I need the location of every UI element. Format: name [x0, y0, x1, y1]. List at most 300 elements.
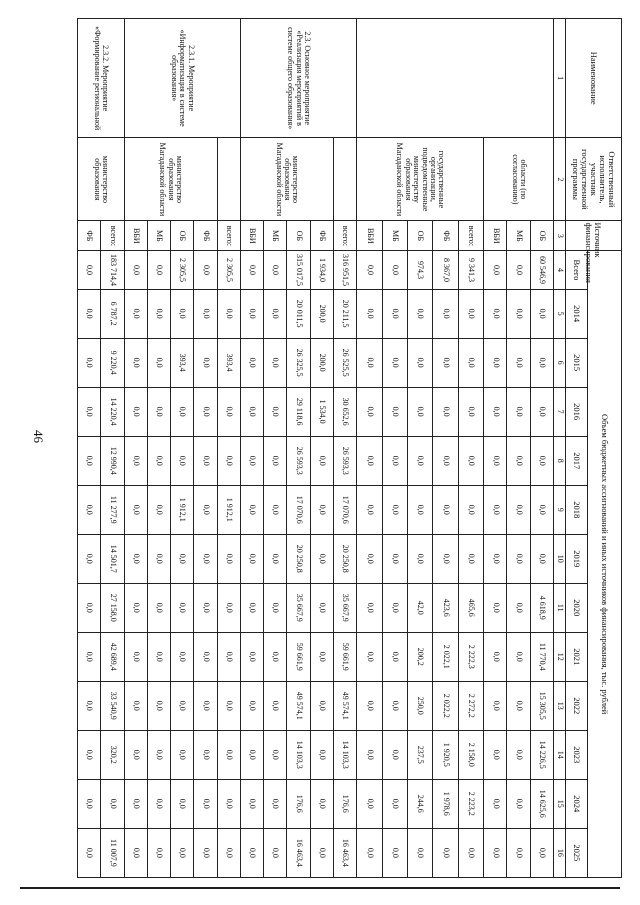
year-value: 0,0 — [507, 289, 530, 338]
year-value: 20 211,5 — [333, 289, 356, 338]
year-value: 0,0 — [264, 681, 287, 730]
column-number: 10 — [554, 534, 566, 583]
year-value: 0,0 — [433, 387, 458, 436]
year-value: 0,0 — [264, 828, 287, 877]
year-value: 0,0 — [382, 338, 407, 387]
year-value: 0,0 — [147, 681, 170, 730]
column-number: 2 — [554, 138, 566, 221]
funding-source: ФБ — [433, 221, 458, 251]
year-value: 0,0 — [433, 485, 458, 534]
year-value: 0,0 — [217, 289, 240, 338]
year-value: 393,4 — [217, 338, 240, 387]
year-value: 0,0 — [217, 436, 240, 485]
year-value: 0,0 — [124, 387, 147, 436]
executor: министерство образования — [78, 138, 125, 221]
year-value: 0,0 — [78, 436, 101, 485]
header-year: 2021 — [566, 632, 588, 681]
year-value: 0,0 — [484, 681, 507, 730]
year-value: 0,0 — [407, 534, 432, 583]
column-number: 4 — [554, 251, 566, 289]
year-value: 14 501,7 — [101, 534, 124, 583]
year-value: 26 525,5 — [333, 338, 356, 387]
year-value: 14 103,3 — [333, 730, 356, 779]
year-value: 0,0 — [240, 485, 263, 534]
year-value: 0,0 — [147, 387, 170, 436]
year-value: 0,0 — [357, 828, 382, 877]
year-value: 20 011,5 — [287, 289, 310, 338]
year-value: 0,0 — [78, 779, 101, 828]
year-value: 0,0 — [507, 583, 530, 632]
year-value: 0,0 — [407, 828, 432, 877]
year-value: 200,0 — [310, 338, 333, 387]
year-value: 9 220,4 — [101, 338, 124, 387]
year-value: 42,0 — [407, 583, 432, 632]
funding-source: ФБ — [310, 221, 333, 251]
year-value: 0,0 — [484, 632, 507, 681]
year-value: 0,0 — [382, 289, 407, 338]
year-value: 0,0 — [194, 436, 217, 485]
year-value: 0,0 — [240, 387, 263, 436]
year-value: 0,0 — [78, 583, 101, 632]
header-year: 2019 — [566, 534, 588, 583]
column-number: 5 — [554, 289, 566, 338]
year-value: 1 534,0 — [310, 387, 333, 436]
year-value: 2 222,3 — [458, 632, 483, 681]
year-value: 176,6 — [287, 779, 310, 828]
year-value: 320,2 — [101, 730, 124, 779]
year-value: 0,0 — [194, 828, 217, 877]
year-value: 0,0 — [171, 583, 194, 632]
year-value: 0,0 — [171, 436, 194, 485]
year-value: 2 022,1 — [433, 632, 458, 681]
year-value: 0,0 — [382, 534, 407, 583]
measure-name: 2.3.1. Мероприятие «Информатизация в системе образования» — [124, 19, 240, 138]
year-value: 0,0 — [194, 583, 217, 632]
year-value: 0,0 — [147, 730, 170, 779]
funding-source: ФБ — [194, 221, 217, 251]
year-value: 6 787,2 — [101, 289, 124, 338]
year-value: 0,0 — [264, 387, 287, 436]
year-value: 2 158,0 — [458, 730, 483, 779]
year-value: 250,0 — [407, 681, 432, 730]
year-value: 0,0 — [264, 534, 287, 583]
year-value: 0,0 — [78, 681, 101, 730]
year-value: 0,0 — [78, 387, 101, 436]
total-value: 8 367,0 — [433, 251, 458, 289]
total-value: 0,0 — [357, 251, 382, 289]
year-value: 0,0 — [407, 436, 432, 485]
funding-source: ВБИ — [240, 221, 263, 251]
year-value: 0,0 — [124, 534, 147, 583]
funding-source: всего: — [217, 221, 240, 251]
column-number: 14 — [554, 730, 566, 779]
column-number: 16 — [554, 828, 566, 877]
funding-source: МБ — [264, 221, 287, 251]
column-number: 13 — [554, 681, 566, 730]
year-value: 0,0 — [264, 779, 287, 828]
year-value: 0,0 — [382, 632, 407, 681]
year-value: 0,0 — [310, 730, 333, 779]
year-value: 0,0 — [78, 485, 101, 534]
year-value: 0,0 — [147, 338, 170, 387]
year-value: 0,0 — [194, 534, 217, 583]
year-value: 0,0 — [357, 534, 382, 583]
year-value: 0,0 — [171, 632, 194, 681]
funding-source: МБ — [507, 221, 530, 251]
year-value: 0,0 — [147, 534, 170, 583]
year-value: 14 625,6 — [530, 779, 553, 828]
header-year: 2025 — [566, 828, 588, 877]
year-value: 0,0 — [217, 583, 240, 632]
column-number: 7 — [554, 387, 566, 436]
year-value: 0,0 — [171, 387, 194, 436]
table-row — [333, 19, 356, 878]
header-year: 2022 — [566, 681, 588, 730]
year-value: 0,0 — [458, 338, 483, 387]
table-row — [310, 19, 333, 878]
executor: государственные организации, подведомственные министерству образования Магаданской области — [357, 138, 484, 221]
year-value: 0,0 — [124, 828, 147, 877]
year-value: 0,0 — [458, 289, 483, 338]
bottom-rule — [20, 887, 620, 889]
year-value: 0,0 — [171, 828, 194, 877]
year-value: 0,0 — [124, 485, 147, 534]
year-value: 0,0 — [124, 436, 147, 485]
year-value: 0,0 — [507, 681, 530, 730]
year-value: 0,0 — [310, 632, 333, 681]
year-value: 0,0 — [407, 387, 432, 436]
year-value: 0,0 — [433, 828, 458, 877]
year-value: 0,0 — [194, 730, 217, 779]
year-value: 0,0 — [124, 289, 147, 338]
year-value: 0,0 — [357, 387, 382, 436]
year-value: 35 667,9 — [287, 583, 310, 632]
year-value: 0,0 — [240, 534, 263, 583]
year-value: 0,0 — [171, 289, 194, 338]
executor: области (по согласованию) — [484, 138, 554, 221]
year-value: 0,0 — [171, 534, 194, 583]
year-value: 0,0 — [264, 730, 287, 779]
year-value: 0,0 — [194, 485, 217, 534]
year-value: 423,6 — [433, 583, 458, 632]
year-value: 0,0 — [382, 779, 407, 828]
year-value: 0,0 — [357, 436, 382, 485]
year-value: 0,0 — [433, 436, 458, 485]
header-year: 2018 — [566, 485, 588, 534]
year-value: 0,0 — [484, 485, 507, 534]
year-value: 0,0 — [530, 338, 553, 387]
year-value: 0,0 — [458, 828, 483, 877]
funding-source: всего: — [101, 221, 124, 251]
year-value: 26 325,5 — [287, 338, 310, 387]
year-value: 0,0 — [382, 436, 407, 485]
year-value: 0,0 — [217, 387, 240, 436]
year-value: 1 912,1 — [171, 485, 194, 534]
total-value: 2 305,5 — [171, 251, 194, 289]
year-value: 59 661,9 — [333, 632, 356, 681]
year-value: 0,0 — [484, 436, 507, 485]
year-value: 0,0 — [217, 779, 240, 828]
year-value: 0,0 — [101, 779, 124, 828]
year-value: 0,0 — [310, 779, 333, 828]
year-value: 30 652,6 — [333, 387, 356, 436]
header-source: Источник финансирования — [566, 221, 622, 251]
year-value: 0,0 — [264, 436, 287, 485]
total-value: 0,0 — [147, 251, 170, 289]
year-value: 29 118,6 — [287, 387, 310, 436]
header-year: 2016 — [566, 387, 588, 436]
year-value: 0,0 — [264, 485, 287, 534]
table-header — [554, 19, 622, 878]
total-value: 0,0 — [194, 251, 217, 289]
total-value: 315 017,5 — [287, 251, 310, 289]
year-value: 0,0 — [264, 632, 287, 681]
total-value: 0,0 — [78, 251, 101, 289]
year-value: 14 220,4 — [101, 387, 124, 436]
year-value: 0,0 — [433, 289, 458, 338]
year-value: 0,0 — [240, 828, 263, 877]
year-value: 0,0 — [484, 387, 507, 436]
year-value: 11 770,4 — [530, 632, 553, 681]
total-value: 0,0 — [484, 251, 507, 289]
column-number: 1 — [554, 19, 566, 138]
year-value: 0,0 — [382, 828, 407, 877]
table-row — [458, 19, 483, 878]
year-value: 0,0 — [240, 632, 263, 681]
column-number: 15 — [554, 779, 566, 828]
table-body — [78, 19, 554, 878]
year-value: 0,0 — [310, 534, 333, 583]
year-value: 0,0 — [507, 436, 530, 485]
header-year: 2020 — [566, 583, 588, 632]
year-value: 0,0 — [147, 828, 170, 877]
funding-source: всего: — [333, 221, 356, 251]
year-value: 0,0 — [217, 681, 240, 730]
year-value: 0,0 — [124, 681, 147, 730]
funding-source: ОБ — [287, 221, 310, 251]
year-value: 26 593,3 — [287, 436, 310, 485]
year-value: 0,0 — [240, 779, 263, 828]
header-volume: Объем бюджетных ассигнований и иных источников финансирования, тыс. рублей — [588, 251, 622, 878]
year-value: 0,0 — [458, 534, 483, 583]
executor: министерство образования Магаданской области — [124, 138, 217, 221]
funding-source: ФБ — [78, 221, 101, 251]
column-number: 6 — [554, 338, 566, 387]
year-value: 15 305,5 — [530, 681, 553, 730]
total-value: 0,0 — [264, 251, 287, 289]
year-value: 0,0 — [240, 436, 263, 485]
year-value: 17 070,6 — [287, 485, 310, 534]
year-value: 0,0 — [147, 583, 170, 632]
year-value: 17 070,6 — [333, 485, 356, 534]
total-value: 1 934,0 — [310, 251, 333, 289]
year-value: 16 463,4 — [333, 828, 356, 877]
year-value: 0,0 — [407, 485, 432, 534]
year-value: 0,0 — [194, 779, 217, 828]
year-value: 0,0 — [310, 485, 333, 534]
year-value: 0,0 — [507, 387, 530, 436]
year-value: 0,0 — [507, 730, 530, 779]
year-value: 237,5 — [407, 730, 432, 779]
year-value: 0,0 — [240, 338, 263, 387]
year-value: 20 250,8 — [287, 534, 310, 583]
year-value: 0,0 — [124, 583, 147, 632]
year-value: 26 593,3 — [333, 436, 356, 485]
year-value: 0,0 — [530, 387, 553, 436]
year-value: 35 667,9 — [333, 583, 356, 632]
year-value: 0,0 — [382, 583, 407, 632]
year-value: 0,0 — [484, 583, 507, 632]
year-value: 0,0 — [147, 632, 170, 681]
year-value: 0,0 — [240, 583, 263, 632]
rotated-table-container — [77, 18, 622, 878]
year-value: 200,2 — [407, 632, 432, 681]
year-value: 0,0 — [484, 534, 507, 583]
column-number: 11 — [554, 583, 566, 632]
year-value: 0,0 — [78, 289, 101, 338]
year-value: 14 103,3 — [287, 730, 310, 779]
total-value: 183 714,4 — [101, 251, 124, 289]
year-value: 12 990,4 — [101, 436, 124, 485]
year-value: 0,0 — [357, 730, 382, 779]
year-value: 0,0 — [217, 534, 240, 583]
year-value: 0,0 — [530, 485, 553, 534]
total-value: 316 951,5 — [333, 251, 356, 289]
year-value: 0,0 — [147, 436, 170, 485]
year-value: 2 022,2 — [433, 681, 458, 730]
year-value: 0,0 — [530, 828, 553, 877]
year-value: 0,0 — [264, 583, 287, 632]
year-value: 0,0 — [171, 730, 194, 779]
year-value: 0,0 — [507, 632, 530, 681]
year-value: 0,0 — [484, 828, 507, 877]
year-value: 33 540,9 — [101, 681, 124, 730]
executor: министерство образования Магаданской области — [240, 138, 333, 221]
year-value: 0,0 — [484, 730, 507, 779]
year-value: 0,0 — [382, 485, 407, 534]
column-number: 3 — [554, 221, 566, 251]
column-number: 8 — [554, 436, 566, 485]
year-value: 2 272,2 — [458, 681, 483, 730]
year-value: 0,0 — [357, 485, 382, 534]
year-value: 0,0 — [217, 828, 240, 877]
year-value: 0,0 — [78, 338, 101, 387]
year-value: 0,0 — [357, 583, 382, 632]
year-value: 0,0 — [78, 730, 101, 779]
year-value: 0,0 — [124, 338, 147, 387]
table-row — [217, 19, 240, 878]
year-value: 0,0 — [357, 289, 382, 338]
year-value: 42 689,4 — [101, 632, 124, 681]
year-value: 4 618,9 — [530, 583, 553, 632]
year-value: 0,0 — [217, 632, 240, 681]
year-value: 0,0 — [530, 436, 553, 485]
funding-source: всего: — [458, 221, 483, 251]
year-value: 0,0 — [433, 534, 458, 583]
year-value: 0,0 — [147, 289, 170, 338]
year-value: 0,0 — [147, 485, 170, 534]
header-year: 2023 — [566, 730, 588, 779]
year-value: 0,0 — [484, 779, 507, 828]
year-value: 0,0 — [194, 387, 217, 436]
year-value: 0,0 — [357, 681, 382, 730]
year-value: 0,0 — [407, 338, 432, 387]
year-value: 0,0 — [407, 289, 432, 338]
year-value: 0,0 — [310, 436, 333, 485]
header-executor: Ответственный исполнитель, участник государственной программы — [566, 138, 622, 221]
year-value: 0,0 — [382, 681, 407, 730]
year-value: 1 912,1 — [217, 485, 240, 534]
total-value: 0,0 — [382, 251, 407, 289]
funding-source: ОБ — [171, 221, 194, 251]
funding-source: ВБИ — [357, 221, 382, 251]
year-value: 0,0 — [171, 779, 194, 828]
year-value: 176,6 — [333, 779, 356, 828]
year-value: 0,0 — [530, 289, 553, 338]
header-year: 2015 — [566, 338, 588, 387]
table-row — [194, 19, 217, 878]
year-value: 0,0 — [194, 681, 217, 730]
year-value: 0,0 — [458, 436, 483, 485]
year-value: 0,0 — [194, 338, 217, 387]
year-value: 16 463,4 — [287, 828, 310, 877]
year-value: 0,0 — [382, 387, 407, 436]
executor — [217, 138, 240, 221]
table-row — [530, 19, 553, 878]
year-value: 27 158,0 — [101, 583, 124, 632]
year-value: 14 226,5 — [530, 730, 553, 779]
year-value: 1 978,6 — [433, 779, 458, 828]
year-value: 20 250,8 — [333, 534, 356, 583]
header-year: 2017 — [566, 436, 588, 485]
year-value: 0,0 — [194, 632, 217, 681]
year-value: 1 920,5 — [433, 730, 458, 779]
total-value: 2 305,5 — [217, 251, 240, 289]
funding-source: ВБИ — [124, 221, 147, 251]
year-value: 0,0 — [124, 632, 147, 681]
year-value: 0,0 — [310, 583, 333, 632]
budget-table — [77, 18, 622, 878]
year-value: 0,0 — [78, 534, 101, 583]
funding-source: МБ — [382, 221, 407, 251]
funding-source: ВБИ — [484, 221, 507, 251]
funding-source: ОБ — [407, 221, 432, 251]
year-value: 2 223,2 — [458, 779, 483, 828]
year-value: 0,0 — [507, 828, 530, 877]
header-total: Всего — [566, 251, 588, 289]
funding-source: ОБ — [530, 221, 553, 251]
year-value: 0,0 — [507, 779, 530, 828]
year-value: 0,0 — [484, 289, 507, 338]
year-value: 0,0 — [357, 779, 382, 828]
total-value: 60 546,9 — [530, 251, 553, 289]
year-value: 0,0 — [124, 730, 147, 779]
year-value: 0,0 — [484, 338, 507, 387]
measure-name: 2.3.2. Мероприятие «Формирование региональной — [78, 19, 125, 138]
year-value: 0,0 — [382, 730, 407, 779]
year-value: 465,6 — [458, 583, 483, 632]
year-value: 0,0 — [147, 779, 170, 828]
funding-source: МБ — [147, 221, 170, 251]
column-number: 12 — [554, 632, 566, 681]
year-value: 49 574,1 — [333, 681, 356, 730]
year-value: 49 574,1 — [287, 681, 310, 730]
year-value: 244,6 — [407, 779, 432, 828]
total-value: 0,0 — [507, 251, 530, 289]
year-value: 0,0 — [240, 289, 263, 338]
year-value: 0,0 — [264, 289, 287, 338]
year-value: 0,0 — [194, 289, 217, 338]
